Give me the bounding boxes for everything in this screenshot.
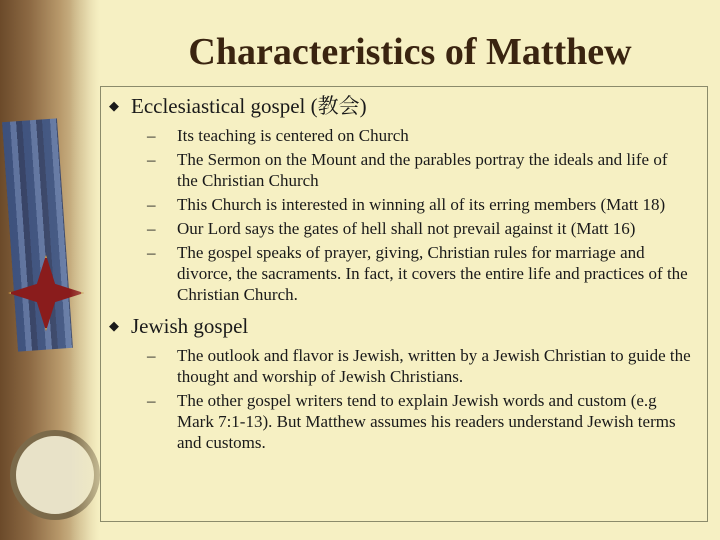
- list-item: – This Church is interested in winning all of its erring members (Matt 18): [147, 195, 666, 214]
- sub-list: [109, 125, 691, 305]
- bullet-text: Jewish gospel: [131, 314, 249, 338]
- list-item: – The other gospel writers tend to explain Jewish words and custom (e.g Mark 7:1-13). But Matthew assumes his readers understand Jewish terms and customs.: [147, 391, 676, 452]
- slide-title: Characteristics of Matthew: [188, 31, 632, 73]
- content-panel: [100, 86, 708, 522]
- diamond-bullet-icon: ◆: [109, 98, 119, 113]
- list-item: – Its teaching is centered on Church: [147, 126, 409, 145]
- diamond-bullet-icon: ◆: [109, 318, 119, 333]
- list-item: – The Sermon on the Mount and the parables portray the ideals and life of the Christian Church: [147, 150, 668, 190]
- bullet-ecclesiastical: [109, 93, 691, 119]
- list-item: – The gospel speaks of prayer, giving, Christian rules for marriage and divorce, the sacraments. In fact, it covers the entire life and practices of the Christian Church.: [147, 243, 688, 304]
- decorative-medal-image: [0, 0, 100, 540]
- bullet-jewish: [109, 313, 691, 339]
- bullet-text: Ecclesiastical gospel (教会): [131, 94, 367, 118]
- sub-list: [109, 345, 691, 453]
- list-item: – Our Lord says the gates of hell shall not prevail against it (Matt 16): [147, 219, 636, 238]
- list-item: – The outlook and flavor is Jewish, written by a Jewish Christian to guide the thought and worship of Jewish Christians.: [147, 346, 691, 386]
